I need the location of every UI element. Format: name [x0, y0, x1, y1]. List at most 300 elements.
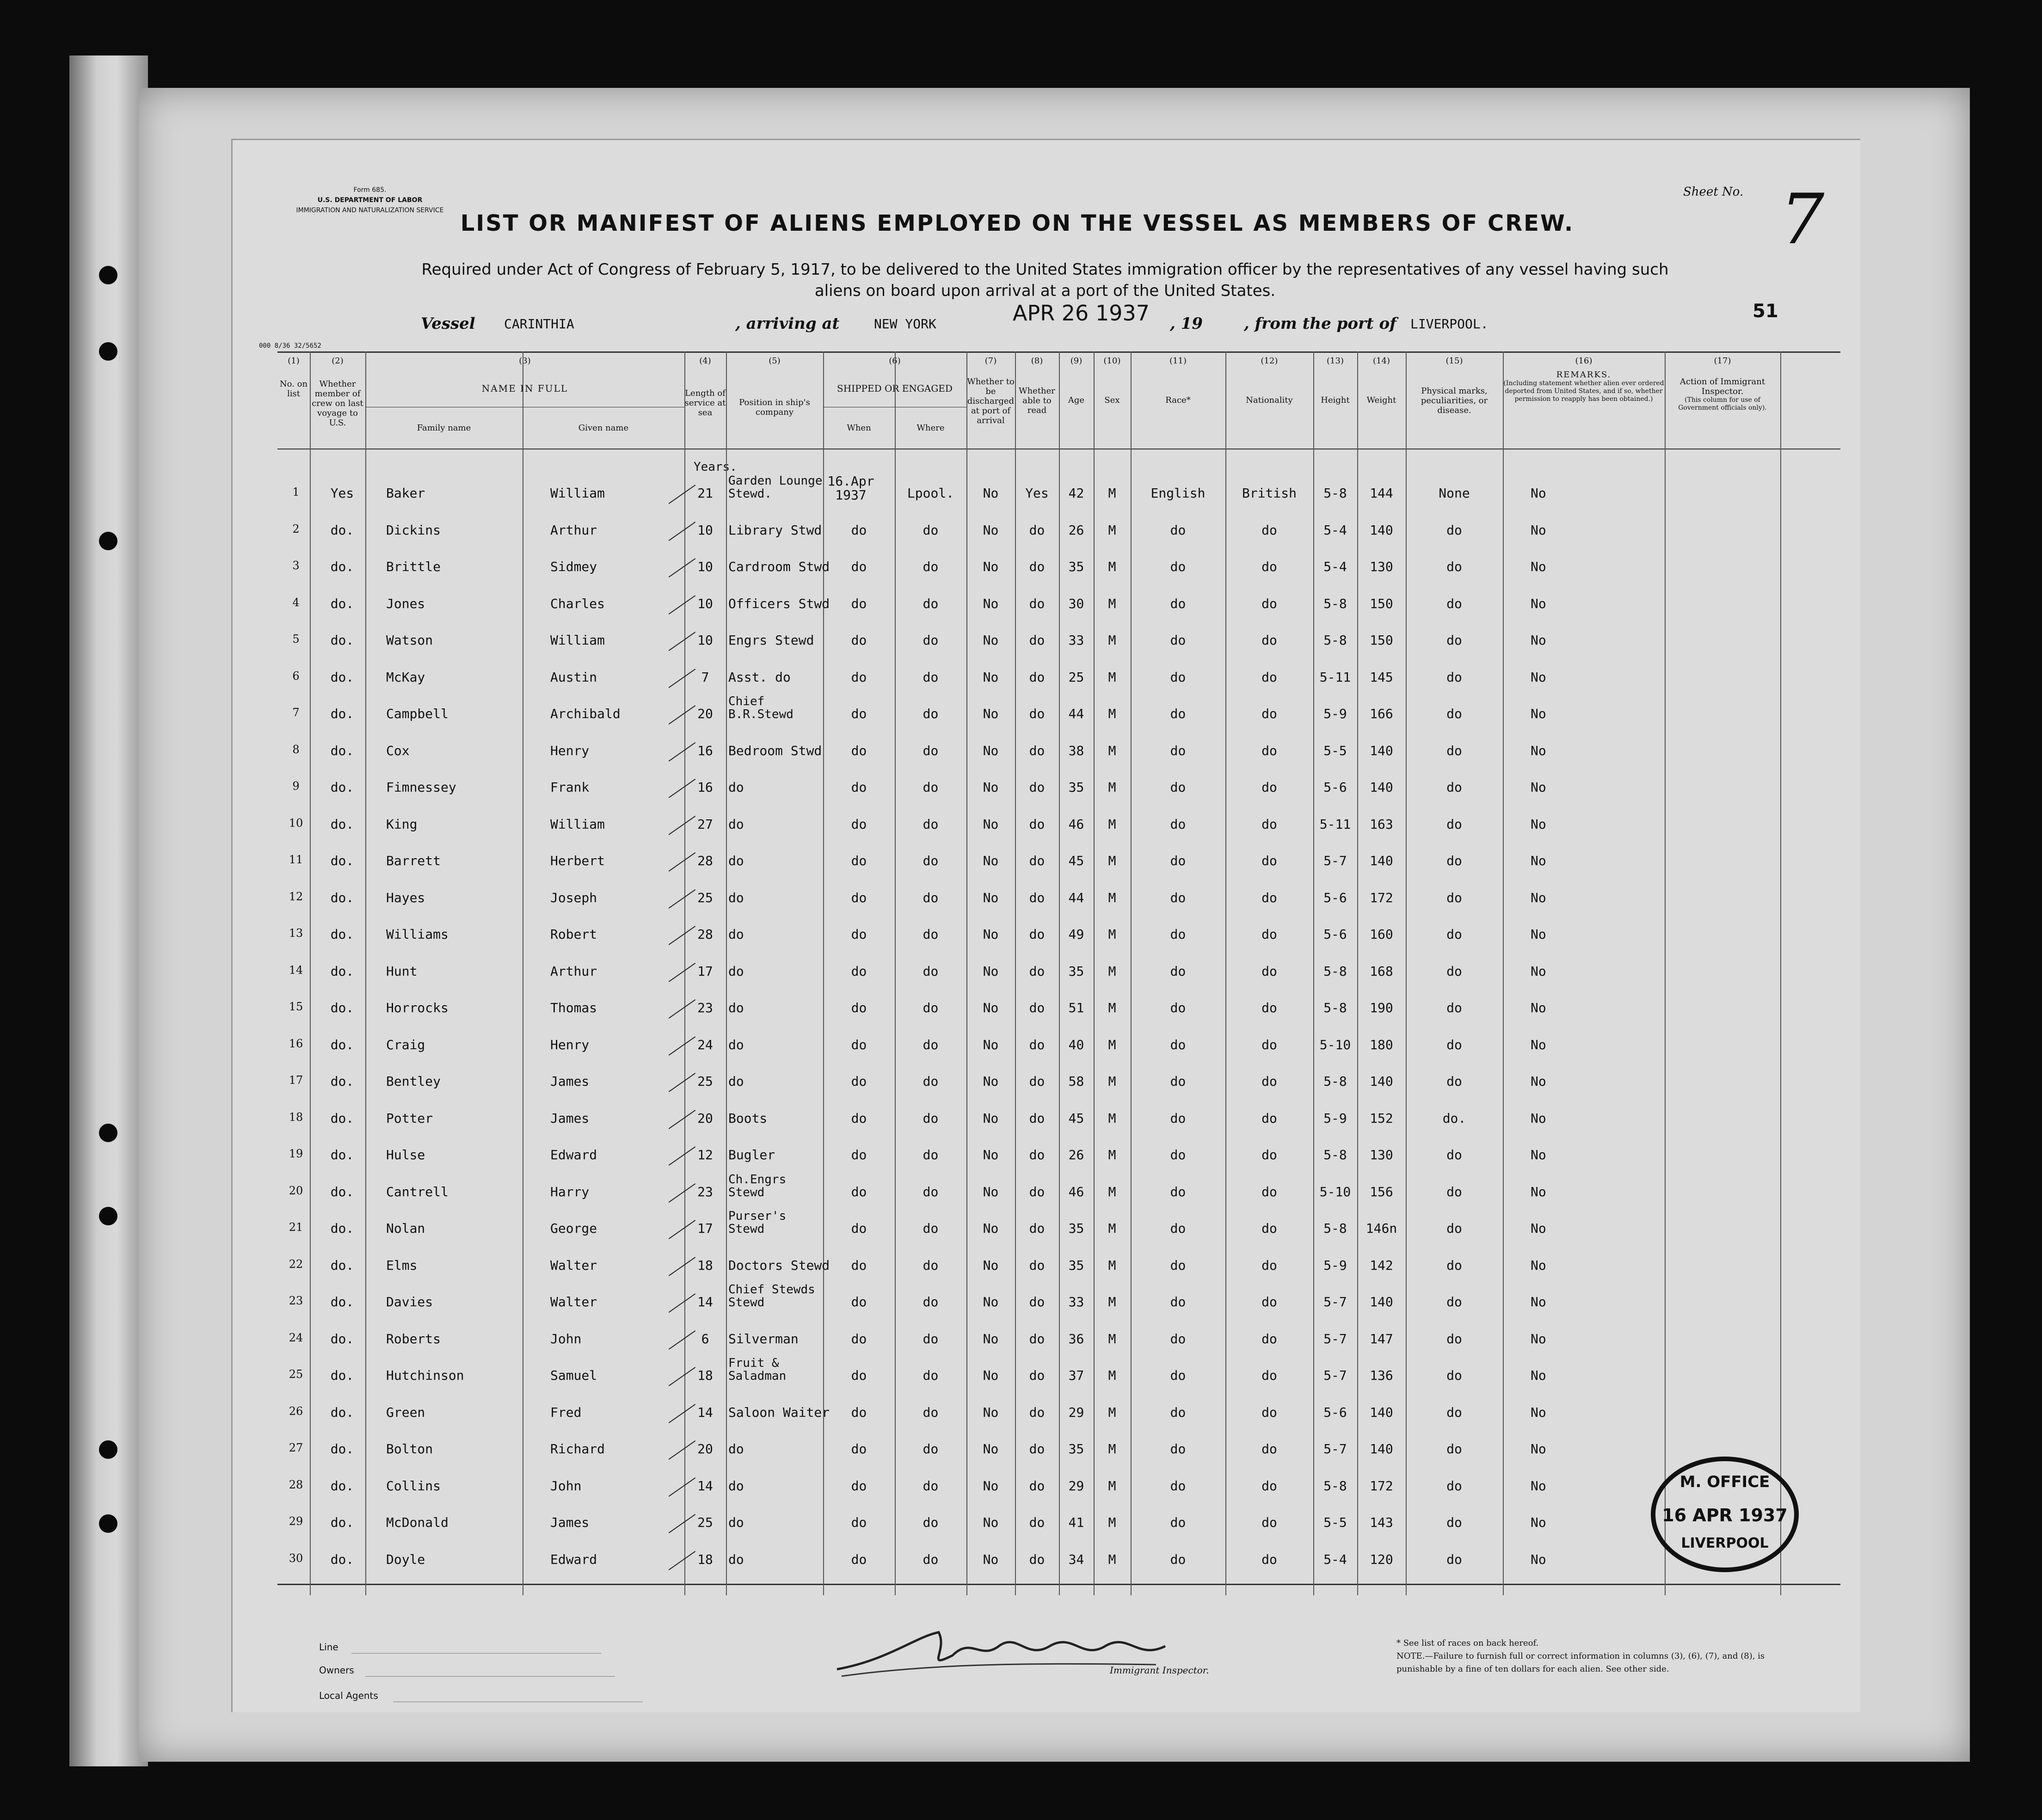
physical-marks-cell: do. [1442, 1111, 1466, 1126]
sex-cell: M [1108, 706, 1116, 721]
service-length-cell: 23 [697, 1000, 713, 1015]
race-cell: do [1170, 1331, 1186, 1347]
sex-cell: M [1108, 596, 1116, 611]
weight-cell: 150 [1370, 596, 1393, 611]
shipped-when-cell: do [851, 1221, 867, 1236]
remarks-cell: No [1531, 1258, 1546, 1273]
sex-cell: M [1108, 633, 1116, 648]
discharged-cell: No [983, 1368, 999, 1383]
able-to-read-cell: do [1029, 1294, 1045, 1310]
weight-cell: 140 [1370, 780, 1393, 795]
col-name-header: NAME IN FULL [481, 383, 568, 394]
family-name-cell: Craig [386, 1037, 425, 1052]
family-name-cell: Hunt [386, 964, 418, 979]
age-cell: 46 [1068, 1184, 1084, 1199]
department-name: U.S. DEPARTMENT OF LABOR [317, 197, 423, 204]
weight-cell: 140 [1370, 1405, 1393, 1420]
shipped-where-cell: do [923, 523, 939, 538]
crew-member-cell: do. [330, 670, 354, 685]
sex-cell: M [1108, 1478, 1116, 1494]
sex-cell: M [1108, 1515, 1116, 1530]
height-cell: 5-4 [1323, 523, 1347, 538]
nationality-cell: do [1261, 1441, 1277, 1457]
remarks-cell: No [1531, 1294, 1546, 1310]
row-number: 10 [289, 817, 303, 830]
discharged-cell: No [983, 964, 999, 979]
able-to-read-cell: do [1029, 559, 1045, 574]
position-cell: do [728, 1074, 744, 1089]
weight-cell: 147 [1370, 1331, 1393, 1347]
service-length-cell: 25 [697, 1074, 713, 1089]
shipped-when-cell: do [851, 633, 867, 648]
shipped-when-cell: do [851, 1147, 867, 1162]
height-cell: 5-4 [1323, 1552, 1347, 1567]
age-cell: 35 [1068, 1258, 1084, 1273]
able-to-read-cell: do [1029, 1074, 1045, 1089]
crew-member-cell: do. [330, 964, 354, 979]
shipped-where-cell: do [923, 964, 939, 979]
shipped-when-cell: do [851, 1405, 867, 1420]
nationality-cell: do [1261, 1515, 1277, 1530]
weight-cell: 150 [1370, 633, 1393, 648]
weight-cell: 144 [1370, 486, 1393, 501]
col-where-header: Where [916, 423, 945, 433]
position-cell: Engrs Stewd [728, 633, 814, 648]
discharged-cell: No [983, 1441, 999, 1457]
given-name-cell: Charles [550, 596, 605, 611]
race-cell: do [1170, 633, 1186, 648]
weight-cell: 140 [1370, 523, 1393, 538]
service-length-cell: 24 [697, 1037, 713, 1052]
family-name-cell: Collins [386, 1478, 441, 1494]
crew-member-cell: do. [330, 817, 354, 832]
row-number: 11 [289, 853, 303, 866]
crew-member-cell: do. [330, 1258, 354, 1273]
position-cell: Asst. do [728, 670, 791, 685]
given-name-cell: George [550, 1221, 597, 1236]
shipped-where-cell: do [923, 1552, 939, 1567]
shipped-where-cell: do [923, 1515, 939, 1530]
shipped-where-cell: do [923, 1000, 939, 1015]
remarks-cell: No [1531, 927, 1546, 942]
nationality-cell: do [1261, 1294, 1277, 1310]
race-cell: do [1170, 1368, 1186, 1383]
discharged-cell: No [983, 1552, 999, 1567]
service-length-cell: 28 [697, 927, 713, 942]
crew-member-cell: do. [330, 1405, 354, 1420]
nationality-cell: do [1261, 596, 1277, 611]
col-marks-header: Physical marks, peculiarities, or disease. [1421, 386, 1488, 415]
table-row [277, 1253, 1840, 1285]
given-name-cell: Austin [550, 670, 597, 685]
physical-marks-cell: do [1446, 596, 1462, 611]
position-cell: Bugler [728, 1147, 775, 1162]
service-length-cell: 16 [697, 743, 713, 758]
col-number: (14) [1373, 356, 1390, 366]
able-to-read-cell: do [1029, 1552, 1045, 1567]
shipped-when-cell: 16.Apr 1937 [827, 473, 874, 503]
race-cell: do [1170, 890, 1186, 905]
row-number: 19 [289, 1147, 303, 1160]
weight-cell: 172 [1370, 890, 1393, 905]
sex-cell: M [1108, 890, 1116, 905]
service-name: IMMIGRATION AND NATURALIZATION SERVICE [296, 207, 444, 214]
height-cell: 5-8 [1323, 1221, 1347, 1236]
table-row [277, 1510, 1840, 1543]
given-name-cell: John [550, 1478, 582, 1494]
height-cell: 5-6 [1323, 780, 1347, 795]
weight-cell: 152 [1370, 1111, 1393, 1126]
inspector-label: Immigrant Inspector. [1110, 1665, 1209, 1676]
remarks-title: REMARKS. [1556, 370, 1611, 380]
able-to-read-cell: do [1029, 670, 1045, 685]
sex-cell: M [1108, 780, 1116, 795]
weight-cell: 136 [1370, 1368, 1393, 1383]
age-cell: 41 [1068, 1515, 1084, 1530]
age-cell: 29 [1068, 1478, 1084, 1494]
page-subtitle: Required under Act of Congress of February 5, 1917, to be delivered to the United States immigration officer by the representatives of any vessel having such aliens on board upon arrival at a port of the United States. [421, 260, 1669, 300]
age-cell: 44 [1068, 706, 1084, 721]
row-number: 1 [292, 486, 300, 498]
crew-member-cell: do. [330, 1368, 354, 1383]
col-age-header: Age [1068, 395, 1085, 405]
family-name-cell: Roberts [386, 1331, 441, 1347]
race-cell: do [1170, 559, 1186, 574]
height-cell: 5-5 [1323, 743, 1347, 758]
race-cell: do [1170, 706, 1186, 721]
discharged-cell: No [983, 559, 999, 574]
binder-hole [99, 266, 117, 284]
col-number: (11) [1169, 356, 1187, 366]
family-name-cell: Horrocks [386, 1000, 449, 1015]
nationality-cell: do [1261, 706, 1277, 721]
crew-member-cell: do. [330, 1184, 354, 1199]
nationality-cell: do [1261, 853, 1277, 868]
discharged-cell: No [983, 486, 999, 501]
sex-cell: M [1108, 1294, 1116, 1310]
service-length-cell: 14 [697, 1405, 713, 1420]
row-number: 5 [292, 633, 300, 646]
height-cell: 5-10 [1319, 1184, 1351, 1199]
service-length-cell: 10 [697, 523, 713, 538]
weight-cell: 140 [1370, 1074, 1393, 1089]
sex-cell: M [1108, 743, 1116, 758]
nationality-cell: do [1261, 1331, 1277, 1347]
race-cell: do [1170, 743, 1186, 758]
col-weight-header: Weight [1366, 395, 1396, 405]
family-name-cell: McDonald [386, 1515, 449, 1530]
given-name-cell: Archibald [550, 706, 621, 721]
row-number: 3 [292, 559, 300, 572]
age-cell: 51 [1068, 1000, 1084, 1015]
sex-cell: M [1108, 1184, 1116, 1199]
race-cell: do [1170, 1552, 1186, 1567]
service-length-cell: 28 [697, 853, 713, 868]
shipped-where-cell: Lpool. [907, 486, 954, 501]
col-action-header [1665, 377, 1780, 412]
given-name-cell: Walter [550, 1294, 597, 1310]
nationality-cell: do [1261, 1037, 1277, 1052]
service-length-cell: 25 [697, 890, 713, 905]
weight-cell: 168 [1370, 964, 1393, 979]
service-length-cell: 10 [697, 596, 713, 611]
race-cell: do [1170, 1000, 1186, 1015]
remarks-cell: No [1531, 743, 1546, 758]
race-cell: do [1170, 1037, 1186, 1052]
physical-marks-cell: do [1446, 964, 1462, 979]
position-cell: Library Stwd [728, 523, 822, 538]
discharged-cell: No [983, 1258, 999, 1273]
row-number: 8 [292, 743, 300, 756]
age-cell: 49 [1068, 927, 1084, 942]
col-crew-header: Whether member of crew on last voyage to U.S. [312, 379, 363, 428]
table-row [277, 1173, 1840, 1212]
table-row [277, 473, 1840, 513]
nationality-cell: do [1261, 743, 1277, 758]
able-to-read-cell: do [1029, 1037, 1045, 1052]
race-cell: do [1170, 853, 1186, 868]
shipped-where-cell: do [923, 1441, 939, 1457]
discharged-cell: No [983, 1221, 999, 1236]
given-name-cell: Fred [550, 1405, 582, 1420]
race-cell: do [1170, 596, 1186, 611]
vessel-label: Vessel [421, 314, 475, 333]
family-name-cell: Nolan [386, 1221, 425, 1236]
family-name-cell: Dickins [386, 523, 441, 538]
stamp-line-1: M. OFFICE [1679, 1473, 1770, 1491]
shipped-where-cell: do [923, 1331, 939, 1347]
discharged-cell: No [983, 1478, 999, 1494]
discharged-cell: No [983, 1405, 999, 1420]
shipped-where-cell: do [923, 1037, 939, 1052]
remarks-cell: No [1531, 1478, 1546, 1494]
position-cell: Purser's Stewd [728, 1209, 787, 1236]
family-name-cell: Hayes [386, 890, 425, 905]
crew-member-cell: do. [330, 1294, 354, 1310]
position-cell: do [728, 1478, 744, 1494]
service-length-cell: 20 [697, 1111, 713, 1126]
row-number: 9 [292, 780, 300, 793]
table-row [277, 1327, 1840, 1359]
form-code: 000 8/36 32/5652 [259, 342, 321, 350]
vessel-name: CARINTHIA [504, 316, 574, 332]
given-name-cell: Arthur [550, 523, 597, 538]
given-name-cell: Walter [550, 1258, 597, 1273]
age-cell: 37 [1068, 1368, 1084, 1383]
race-cell: do [1170, 1221, 1186, 1236]
shipped-where-cell: do [923, 1405, 939, 1420]
col-number: (6) [889, 356, 901, 366]
nationality-cell: do [1261, 1221, 1277, 1236]
able-to-read-cell: do [1029, 1368, 1045, 1383]
table-row [277, 518, 1840, 550]
owners-label: Owners [319, 1665, 354, 1676]
nationality-cell: do [1261, 523, 1277, 538]
nationality-cell: do [1261, 633, 1277, 648]
remarks-cell: No [1531, 486, 1546, 501]
binder-hole [99, 1440, 117, 1459]
remarks-cell: No [1531, 670, 1546, 685]
table-row [277, 1106, 1840, 1138]
table-row [277, 1437, 1840, 1469]
able-to-read-cell: do [1029, 1515, 1045, 1530]
binder-hole [99, 342, 117, 361]
stamp-date: 16 APR 1937 [1662, 1505, 1788, 1525]
nationality-cell: do [1261, 780, 1277, 795]
family-name-cell: Doyle [386, 1552, 425, 1567]
remarks-cell: No [1531, 780, 1546, 795]
crew-member-cell: Yes [330, 486, 354, 501]
age-cell: 42 [1068, 486, 1084, 501]
position-cell: Boots [728, 1111, 768, 1126]
height-cell: 5-8 [1323, 486, 1347, 501]
remarks-cell: No [1531, 1441, 1546, 1457]
position-cell: do [728, 1441, 744, 1457]
weight-cell: 143 [1370, 1515, 1393, 1530]
family-name-cell: Hutchinson [386, 1368, 464, 1383]
page-title: LIST OR MANIFEST OF ALIENS EMPLOYED ON THE VESSEL AS MEMBERS OF CREW. [460, 210, 1575, 236]
able-to-read-cell: do [1029, 706, 1045, 721]
family-name-cell: Bolton [386, 1441, 433, 1457]
nationality-cell: do [1261, 1405, 1277, 1420]
physical-marks-cell: do [1446, 1147, 1462, 1162]
discharged-cell: No [983, 1294, 999, 1310]
footer-notes [1396, 1637, 1813, 1676]
discharged-cell: No [983, 706, 999, 721]
given-name-cell: Edward [550, 1552, 597, 1567]
crew-member-cell: do. [330, 1515, 354, 1530]
given-name-cell: Samuel [550, 1368, 597, 1383]
page-number: 51 [1753, 301, 1778, 322]
physical-marks-cell: do [1446, 1037, 1462, 1052]
given-name-cell: Robert [550, 927, 597, 942]
able-to-read-cell: do [1029, 1258, 1045, 1273]
col-number: (8) [1031, 356, 1043, 366]
sheet-label: Sheet No. [1683, 185, 1744, 199]
nationality-cell: do [1261, 1258, 1277, 1273]
service-length-cell: 10 [697, 559, 713, 574]
col-race-header: Race* [1165, 395, 1191, 405]
race-cell: do [1170, 1074, 1186, 1089]
table-row [277, 849, 1840, 881]
able-to-read-cell: do [1029, 743, 1045, 758]
weight-cell: 156 [1370, 1184, 1393, 1199]
race-cell: do [1170, 1258, 1186, 1273]
position-cell: do [728, 1000, 744, 1015]
shipped-when-cell: do [851, 1111, 867, 1126]
height-cell: 5-7 [1323, 1294, 1347, 1310]
height-cell: 5-6 [1323, 890, 1347, 905]
age-cell: 35 [1068, 1221, 1084, 1236]
family-name-cell: McKay [386, 670, 425, 685]
sex-cell: M [1108, 927, 1116, 942]
crew-member-cell: do. [330, 853, 354, 868]
shipped-when-cell: do [851, 743, 867, 758]
row-number: 16 [289, 1037, 303, 1050]
crew-member-cell: do. [330, 1147, 354, 1162]
able-to-read-cell: do [1029, 1184, 1045, 1199]
row-number: 4 [292, 596, 300, 609]
age-cell: 45 [1068, 853, 1084, 868]
crew-member-cell: do. [330, 559, 354, 574]
discharged-cell: No [983, 523, 999, 538]
shipped-when-cell: do [851, 1294, 867, 1310]
weight-cell: 140 [1370, 1441, 1393, 1457]
weight-cell: 163 [1370, 817, 1393, 832]
position-cell: Cardroom Stwd [728, 559, 830, 574]
races-note: * See list of races on back hereof. [1396, 1638, 1539, 1648]
able-to-read-cell: do [1029, 1111, 1045, 1126]
weight-cell: 146n [1365, 1221, 1397, 1236]
row-number: 22 [289, 1258, 303, 1271]
weight-cell: 130 [1370, 1147, 1393, 1162]
height-cell: 5-9 [1323, 1111, 1347, 1126]
shipped-where-cell: do [923, 1184, 939, 1199]
shipped-when-cell: do [851, 927, 867, 942]
crew-member-cell: do. [330, 1221, 354, 1236]
family-name-cell: Watson [386, 633, 433, 648]
crew-member-cell: do. [330, 1037, 354, 1052]
race-cell: do [1170, 1147, 1186, 1162]
height-cell: 5-10 [1319, 1037, 1351, 1052]
sex-cell: M [1108, 817, 1116, 832]
family-name-cell: Baker [386, 486, 425, 501]
crew-member-cell: do. [330, 1441, 354, 1457]
year-label: , 19 [1170, 314, 1203, 333]
race-cell: do [1170, 1515, 1186, 1530]
remarks-cell: No [1531, 1000, 1546, 1015]
service-length-cell: 21 [697, 486, 713, 501]
position-cell: do [728, 1037, 744, 1052]
weight-cell: 140 [1370, 743, 1393, 758]
remarks-cell: No [1531, 817, 1546, 832]
row-number: 2 [292, 523, 300, 535]
service-length-cell: 25 [697, 1515, 713, 1530]
physical-marks-cell: do [1446, 1515, 1462, 1530]
weight-cell: 145 [1370, 670, 1393, 685]
col-discharged-header: Whether to be discharged at port of arrival [967, 377, 1015, 425]
sex-cell: M [1108, 1074, 1116, 1089]
shipped-when-cell: do [851, 853, 867, 868]
service-length-cell: 17 [697, 1221, 713, 1236]
local-agents-label: Local Agents [319, 1690, 378, 1701]
discharged-cell: No [983, 1037, 999, 1052]
able-to-read-cell: do [1029, 1000, 1045, 1015]
crew-member-cell: do. [330, 706, 354, 721]
col-given-header: Given name [578, 423, 629, 433]
binder-hole [99, 1514, 117, 1533]
crew-member-cell: do. [330, 1331, 354, 1347]
table-row [277, 812, 1840, 844]
line-label: Line [319, 1642, 338, 1653]
given-name-cell: William [550, 486, 605, 501]
crew-member-cell: do. [330, 523, 354, 538]
col-number: (4) [699, 356, 711, 366]
col-number: (3) [519, 356, 531, 366]
remarks-cell: No [1531, 706, 1546, 721]
discharged-cell: No [983, 1515, 999, 1530]
shipped-where-cell: do [923, 1074, 939, 1089]
shipped-where-cell: do [923, 559, 939, 574]
given-name-cell: Frank [550, 780, 590, 795]
family-name-cell: Bentley [386, 1074, 441, 1089]
sex-cell: M [1108, 523, 1116, 538]
table-row [277, 738, 1840, 771]
height-cell: 5-8 [1323, 633, 1347, 648]
shipped-where-cell: do [923, 670, 939, 685]
sex-cell: M [1108, 964, 1116, 979]
family-name-cell: Barrett [386, 853, 441, 868]
